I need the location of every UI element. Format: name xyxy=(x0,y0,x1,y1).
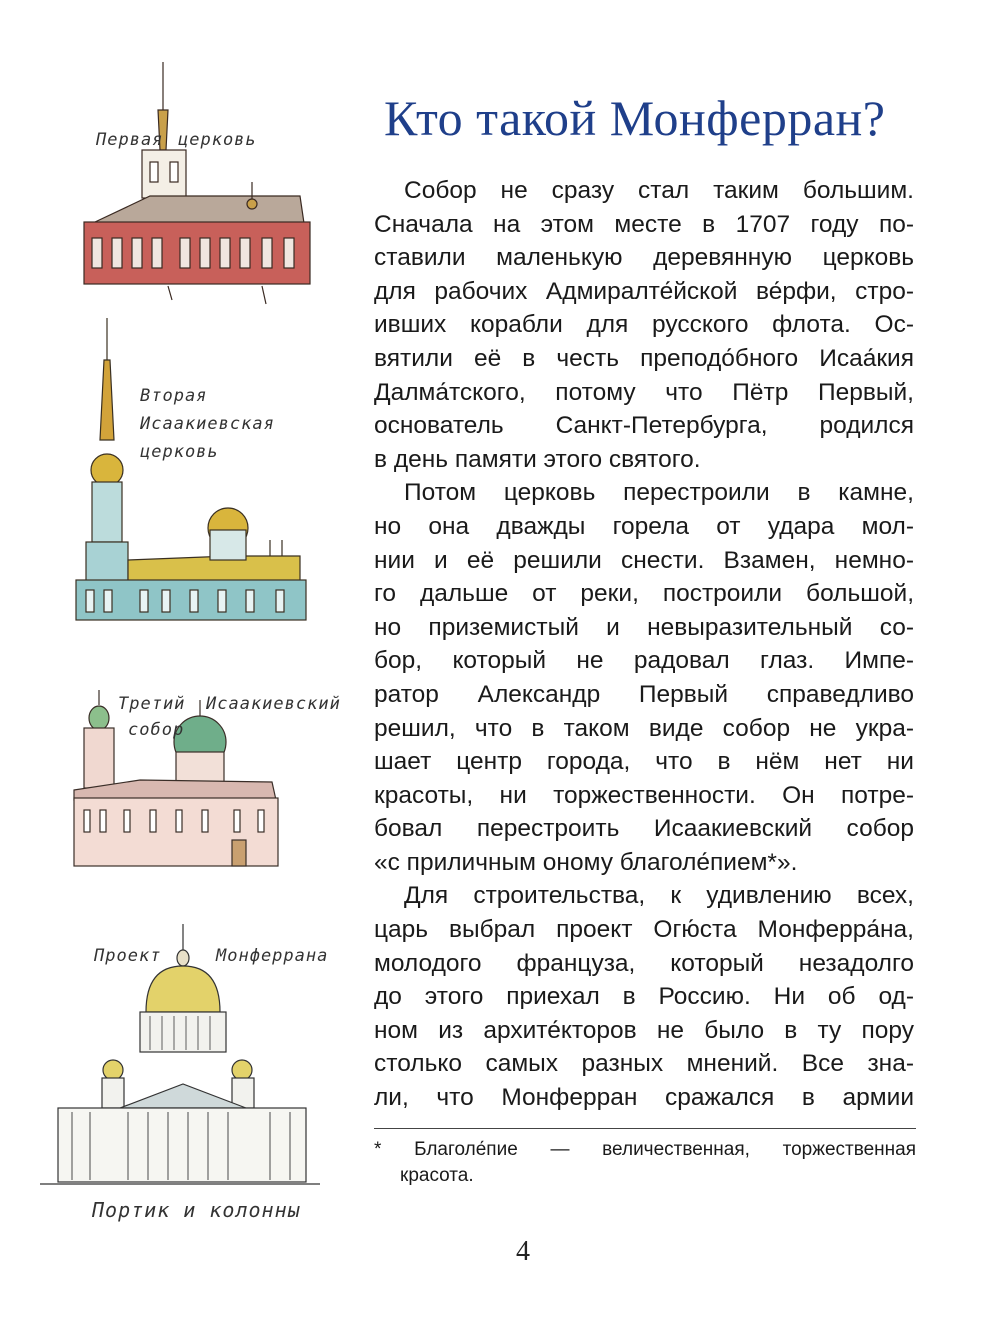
footnote-line-2: красота. xyxy=(400,1165,474,1186)
first-church-label-1: Первая xyxy=(96,130,164,150)
second-church-label-1: Вторая xyxy=(140,386,208,406)
text-line: ли, что Монферран сражался в армии xyxy=(374,1084,914,1112)
montferrand-caption: Портик и колонны xyxy=(92,1198,301,1222)
text-line: Сначала на этом месте в 1707 году по- xyxy=(374,210,914,238)
text-line: царь выбрал проект Огю́ста Монферра́на, xyxy=(374,916,914,944)
montferrand-label-2: Монферрана xyxy=(216,946,329,966)
text-line: нии и её решили снести. Взамен, немно- xyxy=(374,546,914,574)
text-line: бовал перестроить Исаакиевский собор xyxy=(374,815,914,843)
text-line: ратор Александр Первый справедливо xyxy=(374,680,914,708)
third-cathedral-label-2: Исаакиевский xyxy=(206,694,341,714)
first-church-label-2: церковь xyxy=(178,130,257,150)
text-line: ном из архите́кторов не было в ту пору xyxy=(374,1016,914,1044)
footnote xyxy=(374,1137,916,1189)
second-church-label-2: Исаакиевская xyxy=(140,414,275,434)
text-line: Собор не сразу стал таким большим. xyxy=(404,177,914,204)
text-line: ставили маленькую деревянную церковь xyxy=(374,244,914,272)
text-line: молодого француза, который незадолго xyxy=(374,949,914,977)
text-line: Далма́тского, потому что Пётр Первый, xyxy=(374,378,914,406)
page-number: 4 xyxy=(516,1236,530,1267)
text-line: Для строительства, к удивлению всех, xyxy=(404,882,914,910)
text-line: в день памяти этого святого. xyxy=(374,445,701,473)
text-line: до этого приехал в Россию. Ни об од- xyxy=(374,983,914,1011)
text-line: ивших корабли для русского флота. Ос- xyxy=(374,311,914,339)
body-text xyxy=(374,174,914,1115)
text-line: но приземистый и невыразительный со- xyxy=(374,613,914,641)
footnote-divider xyxy=(374,1128,916,1129)
paragraph-1 xyxy=(374,174,914,476)
footnote-line-1: * Благоле́пие — величественная, торжественная xyxy=(374,1139,916,1160)
text-line: «с приличным оному благоле́пием*». xyxy=(374,848,798,876)
text-line: для рабочих Адмиралте́йской ве́рфи, стро- xyxy=(374,277,914,305)
paragraph-3 xyxy=(374,879,914,1114)
text-line: столько самых разных мнений. Все зна- xyxy=(374,1050,914,1078)
third-cathedral-illustration xyxy=(74,690,278,866)
paragraph-2 xyxy=(374,476,914,879)
first-church-illustration xyxy=(84,62,310,304)
third-cathedral-label-3: собор xyxy=(128,720,185,740)
text-line: красоты, ни торжественности. Он потре- xyxy=(374,781,914,809)
text-line: бор, который не радовал глаз. Импе- xyxy=(374,647,914,675)
second-church-label-3: церковь xyxy=(140,442,219,462)
text-line: но она дважды горела от удара мол- xyxy=(374,512,914,540)
montferrand-label-1: Проект xyxy=(94,946,162,966)
text-line: шает центр города, что в нём нет ни xyxy=(374,748,914,776)
second-church-illustration xyxy=(76,318,306,620)
text-line: основатель Санкт-Петербурга, родился xyxy=(374,412,914,440)
illustrations-column xyxy=(0,0,340,1323)
text-line: вятили её в честь преподо́бного Исаа́кия xyxy=(374,344,914,372)
text-line: го дальше от реки, построили большой, xyxy=(374,580,914,608)
text-line: Потом церковь перестроили в камне, xyxy=(404,479,914,507)
page-title: Кто такой Монферран? xyxy=(384,90,886,146)
text-line: решил, что в таком виде собор не укра- xyxy=(374,714,914,742)
third-cathedral-label-1: Третий xyxy=(118,694,186,714)
